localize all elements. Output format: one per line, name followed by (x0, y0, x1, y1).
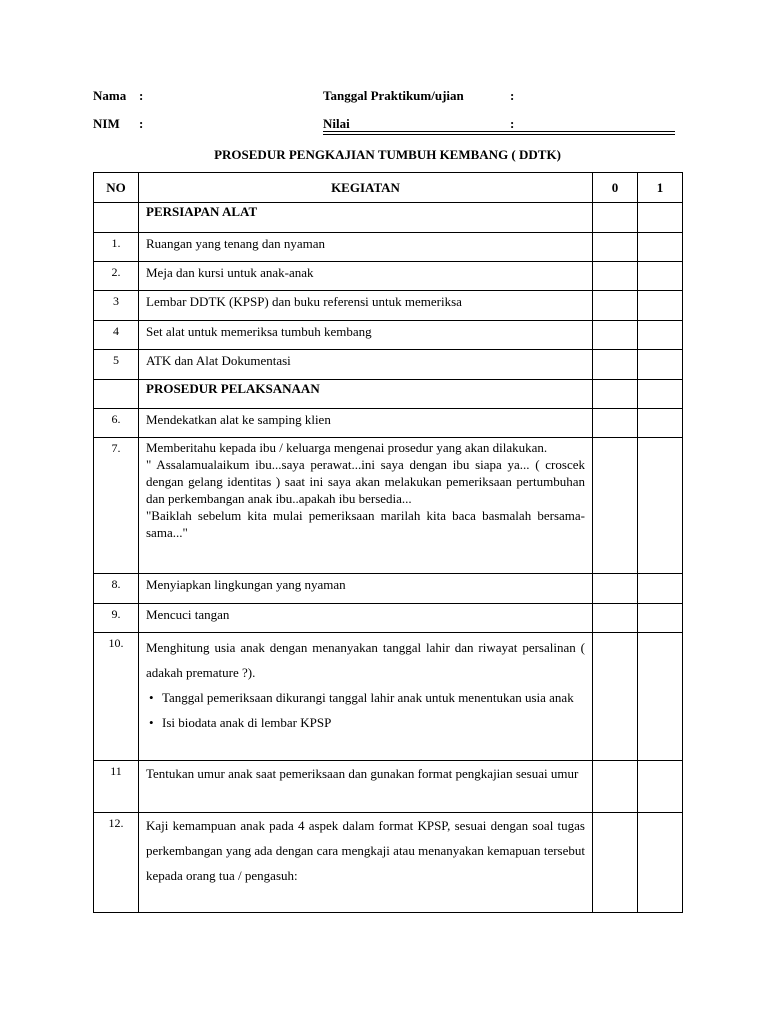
nama-colon: : (139, 88, 144, 103)
score-0-cell[interactable] (593, 604, 638, 633)
header-rule-bottom (323, 134, 675, 135)
row-text (139, 438, 593, 574)
header-score-0: 0 (593, 173, 638, 203)
row-number: 8. (94, 574, 139, 604)
table-row (94, 409, 683, 438)
section-title-persiapan: PERSIAPAN ALAT (139, 203, 593, 233)
row-text: ATK dan Alat Dokumentasi (139, 350, 593, 380)
score-0-cell[interactable] (593, 321, 638, 350)
checklist-table (93, 172, 683, 913)
row-number: 4 (94, 321, 139, 350)
row-number: 7. (94, 438, 139, 574)
row-text: Kaji kemampuan anak pada 4 aspek dalam format KPSP, sesuai dengan soal tugas perkembangan yang ada dengan cara mengkaji atau menanyakan kemapuan tersebut kepada orang tua / pengasuh: (139, 813, 593, 913)
score-0-cell[interactable] (593, 574, 638, 604)
row10-text: Menghitung usia anak dengan menanyakan tanggal lahir dan riwayat persalinan ( adakah premature ?). (146, 640, 585, 680)
table-row (94, 604, 683, 633)
row-text: Lembar DDTK (KPSP) dan buku referensi untuk memeriksa (139, 291, 593, 321)
row-number: 2. (94, 262, 139, 291)
row-text: Mencuci tangan (139, 604, 593, 633)
table-row (94, 262, 683, 291)
score-1-cell[interactable] (638, 350, 683, 380)
score-1-cell[interactable] (638, 203, 683, 233)
table-row (94, 574, 683, 604)
table-row (94, 291, 683, 321)
score-1-cell[interactable] (638, 633, 683, 761)
score-0-cell[interactable] (593, 262, 638, 291)
row7-line-2: " Assalamualaikum ibu...saya perawat...ini saya dengan ibu siapa ya... ( croscek dengan gelang identitas ) saat ini saya akan melakukan pemeriksaan pertumbuhan dan perkembangan anak ibu..apakah ibu bersedia... (146, 457, 585, 506)
section-row-pelaksanaan (94, 380, 683, 409)
row7-line-1: Memberitahu kepada ibu / keluarga mengenai prosedur yang akan dilakukan. (146, 440, 548, 455)
table-row (94, 233, 683, 262)
header-no: NO (94, 173, 139, 203)
row-number: 3 (94, 291, 139, 321)
page-title: PROSEDUR PENGKAJIAN TUMBUH KEMBANG ( DDTK) (214, 147, 561, 162)
row7-line-3: "Baiklah sebelum kita mulai pemeriksaan marilah kita baca basmalah bersama- sama..." (146, 508, 585, 540)
row-number: 5 (94, 350, 139, 380)
score-1-cell[interactable] (638, 262, 683, 291)
score-1-cell[interactable] (638, 380, 683, 409)
row-text: Ruangan yang tenang dan nyaman (139, 233, 593, 262)
row-text (139, 633, 593, 761)
nilai-label: Nilai (323, 116, 350, 131)
row-number: 10. (94, 633, 139, 761)
score-1-cell[interactable] (638, 574, 683, 604)
tanggal-colon: : (510, 88, 515, 103)
row-text: Meja dan kursi untuk anak-anak (139, 262, 593, 291)
row-text: Menyiapkan lingkungan yang nyaman (139, 574, 593, 604)
table-row (94, 813, 683, 913)
score-0-cell[interactable] (593, 633, 638, 761)
score-1-cell[interactable] (638, 291, 683, 321)
list-item: • Isi biodata anak di lembar KPSP (146, 710, 585, 735)
table-row (94, 350, 683, 380)
table-header-row (94, 173, 683, 203)
nim-label: NIM (93, 116, 120, 131)
score-1-cell[interactable] (638, 233, 683, 262)
row-number: 6. (94, 409, 139, 438)
table-row (94, 633, 683, 761)
section-no-cell (94, 380, 139, 409)
nama-label: Nama (93, 88, 127, 103)
score-1-cell[interactable] (638, 813, 683, 913)
row-number: 11 (94, 761, 139, 813)
table-row (94, 321, 683, 350)
nim-colon: : (139, 116, 144, 131)
header-score-1: 1 (638, 173, 683, 203)
score-0-cell[interactable] (593, 291, 638, 321)
score-0-cell[interactable] (593, 203, 638, 233)
section-row-persiapan (94, 203, 683, 233)
score-0-cell[interactable] (593, 761, 638, 813)
nilai-colon: : (510, 116, 515, 131)
score-0-cell[interactable] (593, 409, 638, 438)
score-0-cell[interactable] (593, 438, 638, 574)
table-row (94, 761, 683, 813)
list-item: • Tanggal pemeriksaan dikurangi tanggal lahir anak untuk menentukan usia anak (146, 685, 585, 710)
score-0-cell[interactable] (593, 350, 638, 380)
score-0-cell[interactable] (593, 233, 638, 262)
section-no-cell (94, 203, 139, 233)
score-1-cell[interactable] (638, 409, 683, 438)
score-0-cell[interactable] (593, 813, 638, 913)
score-1-cell[interactable] (638, 761, 683, 813)
header-rule-top (323, 131, 675, 132)
section-title-pelaksanaan: PROSEDUR PELAKSANAAN (139, 380, 593, 409)
row-number: 9. (94, 604, 139, 633)
row-number: 1. (94, 233, 139, 262)
row-text: Mendekatkan alat ke samping klien (139, 409, 593, 438)
row-text: Tentukan umur anak saat pemeriksaan dan gunakan format pengkajian sesuai umur (139, 761, 593, 813)
tanggal-label: Tanggal Praktikum/ujian (323, 88, 464, 103)
row-text: Set alat untuk memeriksa tumbuh kembang (139, 321, 593, 350)
table-row (94, 438, 683, 574)
score-1-cell[interactable] (638, 321, 683, 350)
score-1-cell[interactable] (638, 604, 683, 633)
score-1-cell[interactable] (638, 438, 683, 574)
row10-bullet-list (146, 685, 585, 735)
header-kegiatan: KEGIATAN (139, 173, 593, 203)
score-0-cell[interactable] (593, 380, 638, 409)
row-number: 12. (94, 813, 139, 913)
